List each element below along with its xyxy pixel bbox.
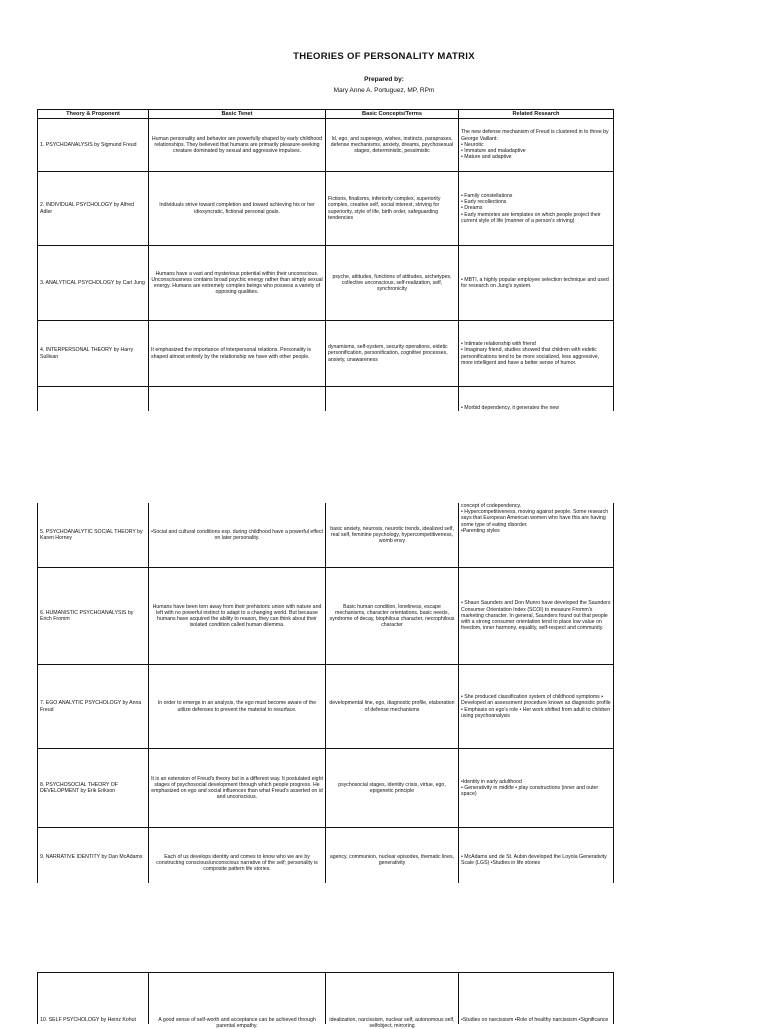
header-research: Related Research: [458, 109, 614, 119]
research-cell: [461, 193, 611, 224]
concepts-cell: psychosocial stages, identity crisis, virtue, ego, epigenetic principle: [338, 781, 446, 794]
concepts-cell: basic anxiety, neurosis, neurotic trends, idealized self, real self, feminine psychology, hypercompetitiveness, womb envy: [330, 525, 454, 545]
research-line: • Neurotic: [461, 141, 484, 148]
research-cell: [461, 600, 611, 631]
table-row: [37, 972, 614, 1029]
theory-cell: 10. SELF PSYCHOLOGY by Heinz Kohut: [40, 1017, 136, 1023]
research-cell: [461, 503, 611, 534]
research-line: •Parenting styles: [461, 527, 500, 534]
concepts-cell: dynamisms, self-system, security operations, eidetic personification, personification, cognitive processes, anxiety, unawareness: [328, 344, 448, 363]
research-line: • She produced classification system of childhood symptoms •: [461, 694, 604, 701]
theory-cell: 8. PSYCHOSOCIAL THEORY OF DEVELOPMENT by Erik Erikson: [40, 781, 118, 794]
theory-cell: 5. PSYCHOANALYTIC SOCIAL THEORY by Karen Horney: [40, 528, 143, 541]
research-line: The new defense mechanism of Freud is clustered in to three by George Vaillant:: [461, 129, 609, 142]
concepts-cell: psyche, attitudes, functions of attitudes, archetypes, collective unconscious, self-realization, self, synchronicity: [332, 273, 452, 293]
theory-cell: 1. PSYCHOANALYSIS by Sigmund Freud: [40, 141, 137, 148]
research-cell: [461, 1017, 611, 1023]
matrix-table-block-2: [37, 503, 614, 883]
header-theory: Theory & Proponent: [37, 109, 148, 119]
research-line: •Studies on narcissism •Role of healthy narcissism •Significance: [461, 1017, 609, 1023]
research-line: • Morbid dependency, it generates the new: [461, 404, 560, 411]
research-line: concept of codependency.: [461, 503, 522, 509]
tenet-cell: It is an extension of Freud's theory but in a different way. It postulated eight stages of psychosocial development through which people progress. He emphasized on ego and social influences than what Freud's asserted on id and unconscious.: [151, 775, 323, 801]
concepts-cell: agency, communion, nuclear episodes, thematic lines, generativity: [329, 854, 455, 867]
research-line: • Intimate relationship with friend: [461, 341, 536, 348]
research-line: • Shaun Saunders and Don Munro have developed the Saunders Consumer Orientation Index (SCOI) to measure Fromm's marketing character. In general, Saunders found out that people with a strong consumer orientation tend to place low value on freedom, inner harmony, equality, self-respect and community.: [461, 600, 611, 632]
research-line: • Imaginary friend, studies showed that children with eidetic personifications tend to be more socialized, less aggressive, more intelligent and have a better sense of humor.: [461, 347, 600, 366]
research-cell: [461, 277, 611, 289]
table-row: [37, 387, 614, 411]
table-row: [37, 828, 614, 883]
tenet-cell: In order to emerge in an analysis, the ego must become aware of the utilize defenses to prevent the material to resurface.: [157, 700, 317, 713]
concepts-cell: Id, ego, and superego, wishes, instincts, parapraxes, defense mechanisms, anxiety, dreams, psychosexual stages, deterministic, pessimistic: [330, 135, 454, 155]
research-line: • Generativity in midlife • play constructions (inner and outer space): [461, 784, 599, 798]
header-tenet: Basic Tenet: [148, 109, 325, 119]
matrix-table-block-3: [37, 972, 614, 1029]
table-row: [37, 665, 614, 749]
tenet-cell: Individuals strive toward completion and toward achieving his or her idiosyncratic, fictional personal goals.: [159, 202, 315, 215]
research-line: • Immature and maladaptive: [461, 148, 526, 155]
tenet-cell: It emphasized the importance of interpersonal relations. Personality is shaped almost entirely by the relationship we have with other people.: [151, 347, 312, 360]
research-line: • Hypercompetitiveness, moving against people. Some research says that European American women who have this are having some type of eating disorder.: [461, 509, 609, 528]
research-line: • McAdams and de St. Aubin developed the Loyola Generativity Scale (LGS) •Studies in life stories: [461, 854, 607, 867]
table-header-row: [37, 109, 614, 119]
table-row: [37, 172, 614, 246]
table-row: [37, 246, 614, 321]
tenet-cell: Human personality and behavior are powerfully shaped by early childhood relationships. They believed that humans are primarily pleasure-seeking creature dominated by sexual and aggressive impulses.: [151, 135, 323, 155]
concepts-cell: Basic human condition, loneliness, escape mechanisms, character orientations, basic needs, syndrome of decay, biophilous character, necrophilous character: [329, 603, 455, 629]
research-line: Developed an assessment procedure known as diagnostic profile • Emphasis on ego's role • Her work shifted from adult to children using psychoanalysis: [461, 700, 611, 719]
theory-cell: 7. EGO ANALYTIC PSYCHOLOGY by Anna Freud: [40, 700, 142, 713]
research-line: • Early recollections: [461, 199, 507, 206]
tenet-cell: Humans have a vast and mysterious potential within their unconscious. Unconsciousness contains broad psychic energy rather than simply sexual energy. Humans are extremely complex beings who possess a variety of opposing qualities.: [151, 270, 323, 296]
tenet-cell: •Social and cultural conditions esp. during childhood have a powerful effect on later personality.: [151, 528, 323, 541]
author-name: Mary Anne A. Portuguez, MP, RPm: [333, 87, 435, 94]
theory-cell: 4. INTERPERSONAL THEORY by Harry Sullivan: [40, 347, 134, 360]
concepts-cell: developmental line, ego, diagnostic profile, elaboration of defense mechanisms: [329, 700, 455, 713]
concepts-cell: idealization, narcissism, nuclear self, autonomous self, selfobject, mirroring: [329, 1017, 455, 1029]
research-cell: [461, 405, 611, 411]
research-line: • Mature and adaptive: [461, 154, 512, 161]
table-row: [37, 749, 614, 828]
research-cell: [461, 694, 611, 719]
table-row: [37, 568, 614, 665]
tenet-cell: Humans have been torn away from their prehistoric union with nature and left with no powerful instinct to adapt to a changing world. But because humans have acquired the ability to reason, they can think about their isolated condition called human dilemma.: [152, 603, 322, 629]
research-line: • Early memories are templates on which people project their current style of life (manner of a person's striving): [461, 211, 601, 224]
theory-cell: 6. HUMANISTIC PSYCHOANALYSIS by Erich Fromm: [40, 609, 134, 622]
concepts-cell: Fictions, finalisms, inferiority complex, superiority complex, creative self, social interest, striving for superiority, style of life, birth order, safeguarding tendencies: [328, 196, 441, 221]
research-line: • Family constellations: [461, 192, 513, 199]
research-line: • MBTI, a highly popular employee selection technique and used for research on Jung's system.: [461, 276, 609, 289]
matrix-table-block-1: [37, 109, 614, 411]
table-row: [37, 321, 614, 387]
theory-cell: 2. INDIVIDUAL PSYCHOLOGY by Alfred Adler: [40, 202, 134, 215]
research-cell: [461, 129, 611, 160]
tenet-cell: Each of us develops identity and comes to know who we are by constructing conscious/unconscious narrative of the self; personality is composite pattern life stories.: [156, 854, 318, 873]
research-cell: [461, 854, 611, 866]
research-line: •Identity in early adulthood: [461, 778, 522, 785]
theory-cell: 3. ANALYTICAL PSYCHOLOGY by Carl Jung: [40, 279, 145, 286]
table-row: [37, 119, 614, 172]
research-cell: [461, 341, 611, 366]
research-line: • Dreams: [461, 205, 483, 212]
prepared-by-label: Prepared by:: [364, 76, 404, 83]
research-cell: [461, 779, 611, 798]
theory-cell: 9. NARRATIVE IDENTITY by Dan McAdams: [40, 854, 143, 860]
header-concepts: Basic Concepts/Terms: [325, 109, 458, 119]
tenet-cell: A good sense of self-worth and acceptance can be achieved through parental empathy.: [158, 1017, 316, 1029]
document-title: THEORIES OF PERSONALITY MATRIX: [293, 51, 475, 62]
table-row: [37, 503, 614, 568]
